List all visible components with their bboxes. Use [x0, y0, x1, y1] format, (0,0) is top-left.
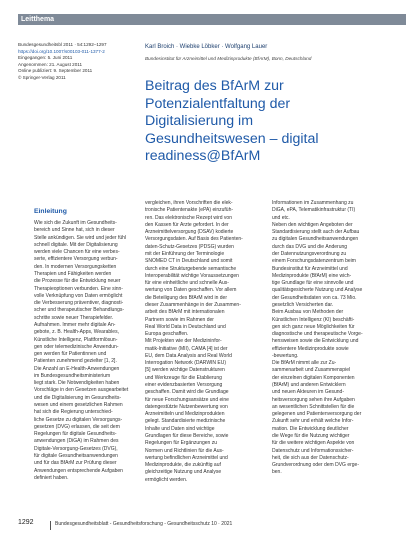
text-line: daten-Schutz-Gesetzes (PDSG) wurden [145, 243, 234, 250]
text-line: scher und therapeutischer Behandlungs- [34, 307, 125, 314]
text-line: Stelle ankündigen. Sie wird und jeder fühl [34, 234, 127, 241]
text-line: Arzneimittelversorgung (DSAV) kodierte [145, 229, 234, 236]
text-line: durch das DVG und die Änderung [272, 243, 348, 250]
text-line: Digitale-Versorgung-Gesetzes (DVG), [34, 445, 118, 452]
text-line: gen sich ganz neue Möglichkeiten für [272, 323, 355, 330]
text-line: Künstliche Intelligenz, Plattformlösun- [34, 336, 118, 343]
text-line: Partnern sowie im Rahmen der [145, 316, 214, 323]
text-line: Real World Data in Deutschland und [145, 323, 226, 330]
text-line: gelegt. Standardisierte medizinische [145, 418, 226, 425]
text-line: der einzelnen digitalen Komponenten [272, 374, 355, 381]
text-line: hat sich die Regierung unterschied- [34, 409, 113, 416]
text-line: heitsversorgung sehen ihre Aufgaben [272, 396, 355, 403]
meta-line: Bundesgesundheitsbl 2011 · 54:1292–1297 [18, 42, 107, 47]
journal-name: Bundesgesundheitsblatt - Gesundheitsforschung - Gesundheitsschutz 10 · 2021 [55, 521, 233, 527]
text-line: -bewertung. [272, 352, 299, 359]
text-line: gesetzen (DVG) erlassen, die seit dem [34, 423, 120, 430]
text-line: matik-Initiative (MII), CAMA [4] ist der [145, 345, 228, 352]
text-line: gesetzlich Versicherten dar. [272, 301, 334, 308]
text-line: Standardisierung stellt auch der Aufbau [272, 229, 360, 236]
title-line: Potenzialentfaltung der [145, 95, 291, 112]
body-column-2 [145, 200, 263, 484]
text-line: durch eine Strukturgebende semantische [145, 265, 237, 272]
text-line: heit, die sich aus der Datenschutz- [272, 454, 349, 461]
text-line: schritte sowie neuer Therapiefelder. [34, 314, 114, 321]
text-line: qualitätsgesicherte Nutzung und Analyse [272, 287, 363, 294]
text-line: Bundesinstitut für Arzneimittel und [272, 265, 348, 272]
text-line: gebote, z. B. Health-Apps, Wearables, [34, 329, 119, 336]
text-line: Aufnahmen. Immer mehr digitale An- [34, 321, 116, 328]
text-line: den Kassen für Ärzte gefordert. In der [145, 221, 229, 228]
text-line: geschaffen. Damit wird die Grundlage [145, 389, 229, 396]
text-line: die Verbesserung präventiver, diagnosti- [34, 300, 124, 307]
text-line: und Werkzeuge für die Etablierung [145, 374, 222, 381]
text-line: Die Anzahl an E-Health-Anwendungen [34, 365, 120, 372]
text-line: zu digitalen Gesundheitsanwendungen [272, 236, 359, 243]
text-line: Informationen im Zusammenhang zu [272, 200, 354, 206]
text-line: wesen und einem gesetzlichen Rahmen [34, 402, 123, 409]
text-line: Regelungen für digitale Gesundheits- [34, 431, 117, 438]
text-line: datengestützte Nutzenbewertung von [145, 403, 228, 410]
text-line: den. In modernen Versorgungsketten [34, 263, 117, 270]
text-line: und die Digitalisierung im Gesundheits- [34, 394, 121, 401]
text-line: Anwendungen entsprechende Aufgaben [34, 467, 123, 474]
affiliation: Bundesinstitut für Arzneimittel und Medizinprodukte (BfArM), Bonn, Deutschland [145, 56, 312, 61]
text-line: für die weitere wichtigen Aspekte von [272, 440, 355, 447]
text-line: bereich und Sinne hat, sich in dieser [34, 227, 115, 234]
text-line: schnell digitale. Mit der Digitalisierung [34, 241, 118, 248]
section-heading: Einleitung [34, 208, 67, 215]
text-line: Medizinprodukte (BfArM) eine wich- [272, 272, 352, 279]
text-line: Regelungen für Ergänzungen zu [145, 440, 217, 447]
text-line: [5] werden wichtige Datenstrukturen [145, 367, 225, 374]
text-line: Patienten zunehmend gezielter [1, 2]. [34, 358, 117, 365]
text-line: Grundverordnung oder dem DVG erge- [272, 462, 359, 469]
text-line: hensweisen sowie die Entwicklung und [272, 338, 359, 345]
text-line: Datenschutz und Informationssicher- [272, 447, 354, 454]
text-line: Versorgungsdaten. Auf Basis des Patienten- [145, 236, 243, 243]
text-line: Zukunft sehr und erhält welche Infor- [272, 418, 354, 425]
text-line: volle Verknüpfung von Daten ermöglicht [34, 292, 123, 299]
text-line: Interrogation Network (DARWIN EU) [145, 360, 227, 367]
text-line: Beim Ausbau von Methoden der [272, 309, 344, 316]
page-footer [18, 519, 406, 531]
text-line: und neuen Akteuren im Gesund- [272, 389, 344, 396]
text-line: mation. Die Entwicklung deutlicher [272, 425, 349, 432]
text-line: vergleichen, ihren Vorschriften die elek- [145, 200, 233, 206]
section-tag: Leitthema [21, 16, 55, 23]
section-tag-bar [18, 14, 406, 25]
text-line: wertung von Daten geschaffen. Vor allem [145, 287, 237, 294]
text-line: für eine einheitliche und schnelle Aus- [145, 280, 229, 287]
text-line: einer evidenzbasierten Versorgung [145, 382, 223, 389]
text-line: anwendungen (DiGA) im Rahmen des [34, 438, 119, 445]
body-column-3 [272, 200, 388, 477]
text-line: Arzneimitteln und Medizinprodukten [145, 411, 225, 418]
text-line: für neue Forschungsansätze und eine [145, 396, 229, 403]
text-line: gleichzeitige Nutzung und Analyse [145, 469, 222, 476]
text-line: DiGA, ePA, Telematikinfrastruktur (TI) [272, 207, 356, 214]
meta-line: Angenommen: 21. August 2011 [18, 61, 83, 67]
article-title [145, 78, 395, 166]
text-line: sammenarbeit und Zusammenspiel [272, 367, 351, 374]
text-line: Interoperabilität wichtige Voraussetzungen [145, 272, 239, 279]
text-line: tronische Patientenakte (ePA) einzufüh- [145, 207, 234, 214]
title-line: Beitrag des BfArM zur [145, 78, 284, 94]
text-line: die Wege für die Nutzung wichtiger [272, 433, 350, 439]
text-line: serte, effizientere Versorgung verbun- [34, 256, 118, 263]
meta-line: Online publiziert: 9. September 2011 [18, 68, 93, 74]
text-line: der Datennutzungsverordnung zu [272, 250, 347, 257]
footer-divider [50, 521, 51, 530]
text-line: die Beteiligung des BfArM wird in der [145, 294, 227, 301]
text-line: für digitale Gesundheitsanwendungen [34, 453, 118, 459]
text-line: diagnostische und therapeutische Vorge- [272, 331, 363, 338]
text-line: Neben den wichtigen Angeboten der [272, 221, 353, 228]
text-line: gen werden für Patientinnen und [34, 351, 107, 358]
text-line: EU, dem Data Analysis and Real World [145, 352, 232, 359]
text-line: Vorschläge in den Gesetzen ausgearbeitet [34, 387, 129, 394]
text-line: tige Grundlage für eine sinnvolle und [272, 280, 354, 287]
text-line: einem Forschungsdatenzentrum beim [272, 258, 356, 265]
text-line: Therapien und Fähigkeiten werden [34, 270, 112, 277]
text-line: und etc. [272, 214, 290, 221]
text-line: effizientere Medizinprodukte sowie [272, 345, 349, 352]
text-line: und für das BfArM zur Prüfung dieser [34, 460, 117, 467]
doi-link[interactable]: https://doi.org/10.1007/s00103-011-1377-2 [18, 48, 105, 54]
text-line: ren. Das elektronische Rezept wird von [145, 214, 232, 221]
text-line: wertung befindlichen Arzneimittel und [145, 454, 228, 461]
text-line: SNOMED CT in Deutschland und somit [145, 258, 233, 265]
text-line: Künstlichen Intelligenz (KI) beschäfti- [272, 316, 355, 323]
title-line: Digitalisierung im [145, 113, 254, 130]
text-line: die Prozesse für die Entwicklung neuer [34, 278, 121, 285]
body-column-1 [34, 220, 134, 482]
text-line: Medizinprodukte, die zukünftig auf [145, 462, 221, 469]
text-line: definiert haben. [34, 474, 69, 481]
text-line: im Bundesgesundheitsministerium [34, 372, 111, 379]
text-line: Europa geschaffen. [145, 331, 189, 338]
text-line: Normen und Richtlinien für die Aus- [145, 447, 224, 454]
text-line: Inhalte und Daten sind wichtige [145, 425, 215, 432]
text-line: liegt stark. Die Notwendigkeiten haben [34, 380, 120, 387]
text-line: gelegenen und Patientenversorgung der [272, 411, 362, 418]
text-line: dieser Zusammenhänge in der Zusammen- [145, 301, 241, 308]
meta-line: © Springer-Verlag 2011 [18, 74, 66, 80]
text-line: an wesentlichen Schnittstellen für die [272, 403, 355, 410]
text-line: Die BfArM nimmt alle zur Zu- [272, 360, 337, 367]
text-line: ermöglicht werden. [145, 476, 188, 483]
article-metadata [18, 42, 128, 82]
title-line: Gesundheitswesen – digital [145, 130, 319, 147]
text-line: arbeit des BfArM mit internationalen [145, 309, 225, 316]
text-line: mit der Einführung der Terminologie [145, 250, 225, 257]
text-line: werden viele Chancen für eine verbes- [34, 249, 120, 256]
text-line: Wie sich die Zukunft im Gesundheits- [34, 220, 117, 226]
text-line: Grundlagen für diese Bereiche, sowie [145, 433, 229, 439]
text-line: liche Gesetze zu digitalen Versorgungs- [34, 416, 123, 423]
text-line: Therapieoptionen verbunden. Eine sinn- [34, 285, 123, 292]
text-line: Mit Projekten wie der Medizininfor- [145, 338, 222, 345]
author-list: Karl Broich · Wiebke Löbker · Wolfgang Lauer [145, 44, 268, 50]
text-line: gen oder telemedizinische Anwendun- [34, 343, 119, 350]
page-number: 1292 [18, 519, 34, 526]
text-line: (BfArM) und anderen Entwicklern [272, 382, 346, 389]
title-line: readiness@BfArM [145, 148, 261, 165]
meta-line: Eingegangen: 5. Juni 2011 [18, 55, 73, 61]
text-line: der Gesundheitsdaten von ca. 73 Mio. [272, 294, 357, 301]
text-line: ben. [272, 469, 282, 476]
